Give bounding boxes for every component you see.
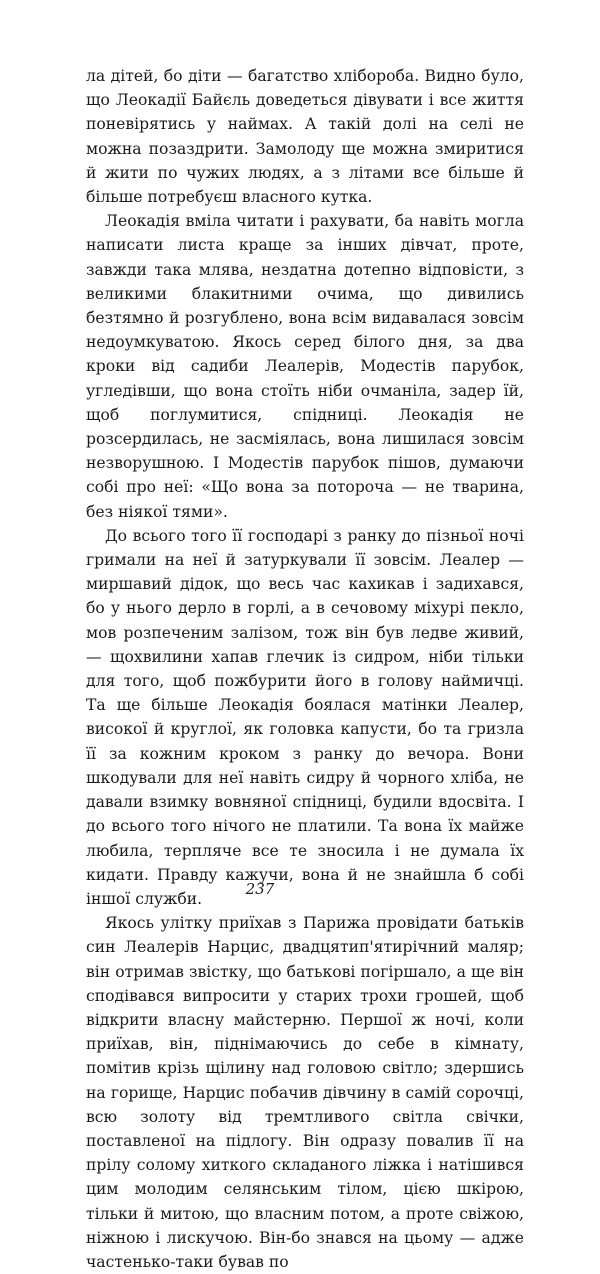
paragraph-continued: ла дітей, бо діти — багатство хлібороба. Видно було, що Леокадії Байєль доведеться дівувати і все життя поневірятись у наймах. А такій долі на селі не можна позаздрити. Замолоду ще можна змиритися й жити по чужих людях, а з літами все більше й більше потребуєш власного кутка. [86, 67, 524, 207]
paragraph: До всього того її господарі з ранку до пізньої ночі гримали на неї й затуркували її зовсім. Леалер — миршавий дідок, що весь час кахикав і задихався, бо у нього дерло в горлі, а в сечовому міхурі пекло, мов розпеченим залізом, тож він був ледве живий,— щохвилини хапав глечик із сидром, ніби тільки для того, щоб пожбурити його в голову наймичці. Та ще більше Леокадія боялася матінки Леалер, високої й круглої, як головка капусти, бо та гризла її за кожним кроком з ранку до вечора. Вони шкодували для неї навіть сидру й чорного хліба, не давали взимку вовняної спідниці, будили вдосвіта. І до всього того нічого не платили. Та вона їх майже любила, терпляче все те зносила і не думала їх кидати. Правду кажучи, вона й не знайшла б собі іншої служби. [86, 526, 524, 908]
paragraph: Якось улітку приїхав з Парижа провідати батьків син Леалерів Нарцис, двадцятип'ятирічний маляр; він отримав звістку, що батькові погіршало, а ще він сподівався випросити у старих трохи грошей, щоб відкрити власну майстерню. Першої ж ночі, коли приїхав, він, піднімаючись до себе в кімнату, помітив крізь щілину над головою світло; здершись на горище, Нарцис побачив дівчину в самій сорочці, всю золоту від тремтливого світла свічки, поставленої на підлогу. Він одразу повалив її на прілу солому хиткого складаного ліжка і натішився цим молодим селянським тілом, цією шкірою, тільки й митою, що власним потом, а проте свіжою, ніжною і лискучою. Він-бо знався на цьому — адже частенько-таки бував по [86, 914, 524, 1271]
page-text-block [86, 64, 524, 1274]
page-number: 237 [245, 880, 275, 898]
paragraph: Леокадія вміла читати і рахувати, ба навіть могла написати листа краще за інших дівчат, проте, завжди така млява, нездатна дотепно відповісти, з великими блакитними очима, що дивились безтямно й розгублено, вона всім видавалася зовсім недоумкуватою. Якось серед білого дня, за два кроки від садиби Леалерів, Модестів парубок, угледівши, що вона стоїть ніби очманіла, задер їй, щоб поглумитися, спідниці. Леокадія не розсердилась, не засміялась, вона лишилася зовсім незворушною. І Модестів парубок пішов, думаючи собі про неї: «Що вона за поторочa — не тварина, без ніякої тями». [86, 212, 524, 521]
